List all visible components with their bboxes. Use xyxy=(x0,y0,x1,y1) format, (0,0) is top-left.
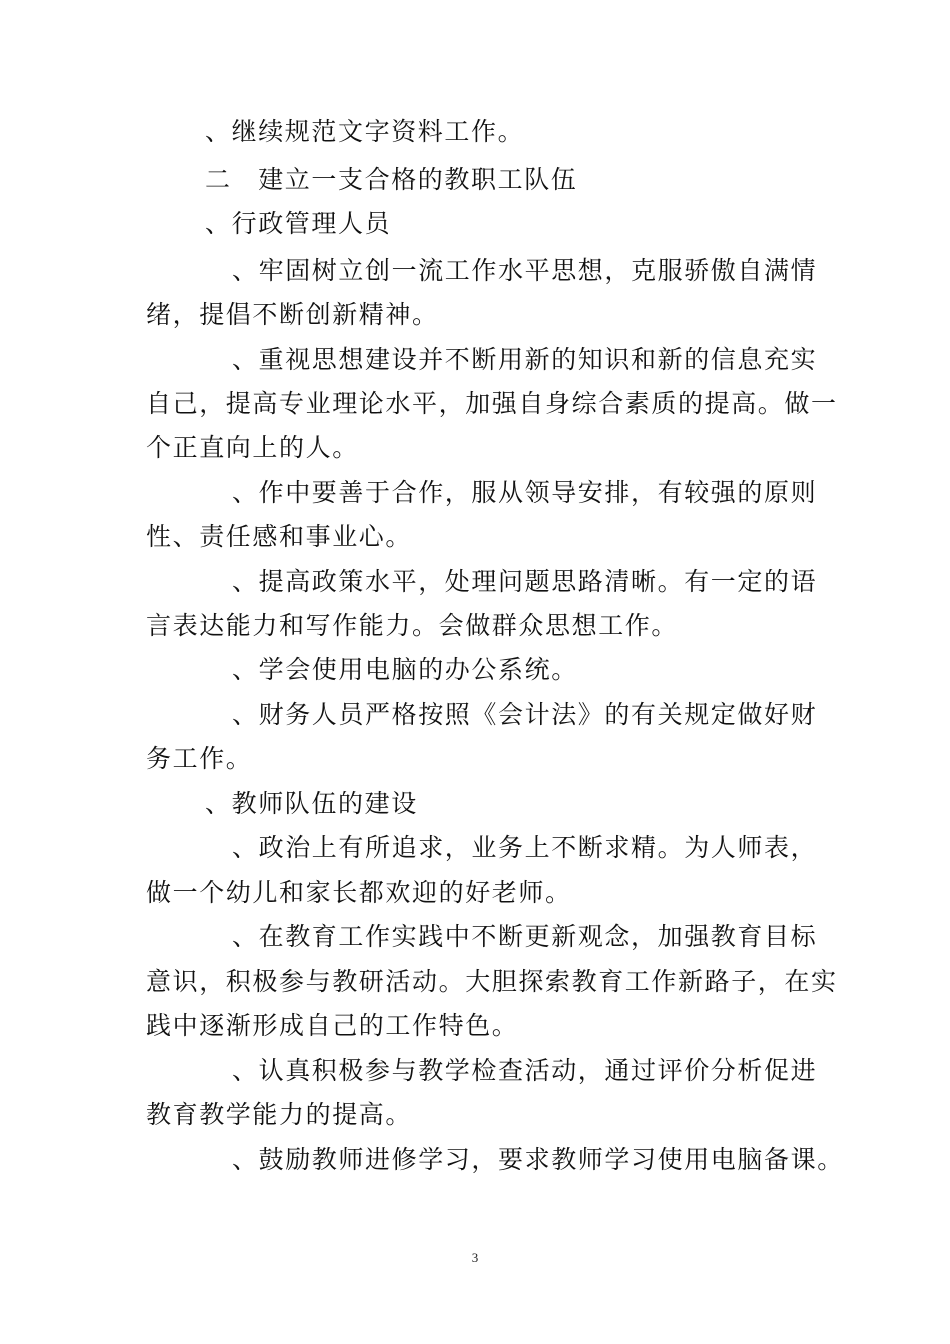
text-line: 言表达能力和写作能力。会做群众思想工作。 xyxy=(146,611,679,640)
text-line: 务工作。 xyxy=(146,744,253,773)
text-line: 、提高政策水平，处理问题思路清晰。有一定的语 xyxy=(232,567,818,596)
subsection-heading: 、教师队伍的建设 xyxy=(205,789,418,818)
text-line: 、学会使用电脑的办公系统。 xyxy=(232,655,578,684)
text-line: 性、责任感和事业心。 xyxy=(146,522,413,551)
text-line: 、重视思想建设并不断用新的知识和新的信息充实 xyxy=(232,345,818,374)
text-line: 践中逐渐形成自己的工作特色。 xyxy=(146,1011,519,1040)
text-line: 绪，提倡不断创新精神。 xyxy=(146,300,439,329)
text-line: 、认真积极参与教学检查活动，通过评价分析促进 xyxy=(232,1056,818,1085)
text-line: 自己，提高专业理论水平，加强自身综合素质的提高。做一 xyxy=(146,389,838,418)
subsection-heading: 、行政管理人员 xyxy=(205,209,392,238)
text-line: 、政治上有所追求，业务上不断求精。为人师表， xyxy=(232,833,818,862)
page-number: 3 xyxy=(471,1250,479,1265)
text-line: 个正直向上的人。 xyxy=(146,433,359,462)
text-line: 、作中要善于合作，服从领导安排，有较强的原则 xyxy=(232,478,818,507)
text-line: 、鼓励教师进修学习，要求教师学习使用电脑备课。 xyxy=(232,1145,844,1174)
text-line: 教育教学能力的提高。 xyxy=(146,1100,413,1129)
section-heading: 二 建立一支合格的教职工队伍 xyxy=(205,165,578,194)
text-line: 、在教育工作实践中不断更新观念，加强教育目标 xyxy=(232,922,818,951)
text-line: 意识，积极参与教研活动。大胆探索教育工作新路子，在实 xyxy=(146,967,838,996)
text-line: 、财务人员严格按照《会计法》的有关规定做好财 xyxy=(232,700,818,729)
text-line: 、牢固树立创一流工作水平思想，克服骄傲自满情 xyxy=(232,256,818,285)
text-line: 做一个幼儿和家长都欢迎的好老师。 xyxy=(146,878,572,907)
text-line: 、继续规范文字资料工作。 xyxy=(205,117,525,146)
